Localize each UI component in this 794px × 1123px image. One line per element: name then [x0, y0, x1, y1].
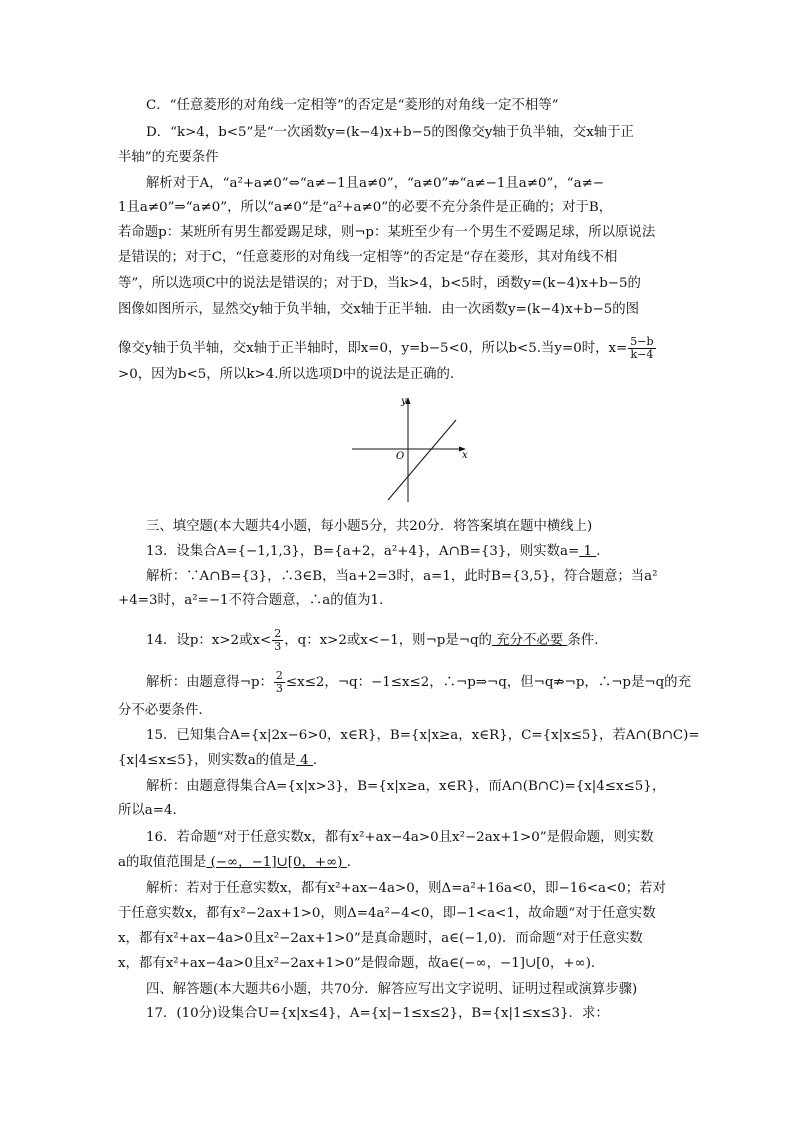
answer-12-line: 解析对于A，“a²+a≠0”⇔“a≠−1且a≠0”，“a≠0”⇏“a≠−1且a≠0”，“a≠− — [146, 176, 605, 191]
answer-12-line: 1且a≠0”⇒“a≠0”，所以“a≠0”是“a²+a≠0”的必要不充分条件是正确的；对于B， — [118, 200, 613, 215]
origin-label: O — [396, 451, 405, 462]
answer-12-line: 是错误的；对于C，“任意菱形的对角线一定相等”的否定是“存在菱形，其对角线不相 — [118, 250, 618, 265]
answer-13-line: 解析：∵A∩B={3}，∴3∈B，当a+2=3时，a=1，此时B={3,5}，符合题意；当a² — [146, 569, 658, 584]
answer-13-line: +4=3时，a²=−1不符合题意，∴a的值为1. — [118, 593, 384, 608]
answer-15-line: 解析：由题意得集合A={x|x>3}，B={x|x≥a，x∈R}，而A∩(B∩C)={x|4≤x≤5}， — [146, 779, 666, 794]
question-15-cont: {x|4≤x≤5}，则实数a的值是 4 . — [118, 753, 318, 768]
answer-12-line: 图像如图所示，显然交y轴于负半轴，交x轴于正半轴．由一次函数y=(k−4)x+b−5的图 — [118, 302, 640, 317]
fraction: $\frac{2}{3}$ — [274, 627, 282, 653]
answer-16-line: x，都有x²+ax−4a>0且x²−2ax+1>0”是假命题，故a∈(−∞，−1]∪[0，+∞). — [118, 956, 596, 971]
fraction: $\frac{2}{3}$ — [275, 669, 283, 695]
fraction: $\frac{5-b}{k-4}$ — [630, 335, 654, 361]
question-14: 14．设p：x>2或x< $\frac{2}{3}$ ，q：x>2或x<−1，则¬p是¬q的 充分不必要 条件． — [146, 627, 608, 653]
question-16-cont: a的取值范围是 (−∞，−1]∪[0，+∞) . — [118, 855, 352, 870]
option-c: C．“任意菱形的对角线一定相等”的否定是“菱形的对角线一定不相等” — [146, 98, 559, 113]
section-3-heading: 三、填空题(本大题共4小题，每小题5分，共20分．将答案填在题中横线上) — [146, 519, 593, 534]
answer-12-line: 像交y轴于负半轴，交x轴于正半轴时，即x=0，y=b−5<0，所以b<5.当y=0时，x= $\frac{5-b}{k-4}$ — [118, 335, 654, 361]
answer-16-line: x，都有x²+ax−4a>0且x²−2ax+1>0”是真命题时，a∈(−1,0)．而命题“对于任意实数 — [118, 931, 643, 946]
question-13: 13．设集合A={−1,1,3}，B={a+2，a²+4}，A∩B={3}，则实数a= 1 . — [146, 544, 601, 559]
answer-12-line: 等”，所以选项C中的说法是错误的；对于D，当k>4，b<5时，函数y=(k−4)x+b−5的 — [118, 276, 641, 291]
answer-14-line: 分不必要条件. — [118, 703, 203, 718]
x-axis-label: x — [462, 450, 468, 461]
y-axis-label: y — [401, 396, 407, 407]
answer-12-line: 若命题p：某班所有男生都爱踢足球，则¬p：某班至少有一个男生不爱踢足球，所以原说法 — [118, 225, 656, 240]
option-d-cont: 半轴”的充要条件 — [118, 150, 219, 165]
question-16: 16．若命题“对于任意实数x，都有x²+ax−4a>0且x²−2ax+1>0”是假命题，则实数 — [146, 830, 654, 845]
question-17: 17．(10分)设集合U={x|x≤4}，A={x|−1≤x≤2}，B={x|1≤x≤3}．求： — [146, 1006, 609, 1021]
option-d: D．“k>4，b<5”是“一次函数y=(k−4)x+b−5的图像交y轴于负半轴，交x轴于正 — [146, 125, 634, 140]
question-15: 15．已知集合A={x|2x−6>0，x∈R}，B={x|x≥a，x∈R}，C={x|x≤5}，若A∩(B∩C)= — [146, 728, 700, 743]
section-4-heading: 四、解答题(本大题共6小题，共70分．解答应写出文字说明、证明过程或演算步骤) — [146, 982, 638, 997]
answer-12-line: >0，因为b<5，所以k>4.所以选项D中的说法是正确的. — [118, 367, 455, 382]
linear-function-graph — [350, 392, 475, 504]
answer-16-line: 解析：若对于任意实数x，都有x²+ax−4a>0，则Δ=a²+16a<0，即−16<a<0；若对 — [146, 881, 666, 896]
answer-14-line: 解析：由题意得¬p： $\frac{2}{3}$ ≤x≤2，¬q：−1≤x≤2，∴¬p⇒¬q，但¬q⇏¬p，∴¬p是¬q的充 — [146, 669, 691, 695]
answer-16-line: 于任意实数x，都有x²−2ax+1>0，则Δ=4a²−4<0，即−1<a<1，故命题“对于任意实数 — [118, 906, 656, 921]
answer-15-line: 所以a=4. — [118, 803, 177, 818]
